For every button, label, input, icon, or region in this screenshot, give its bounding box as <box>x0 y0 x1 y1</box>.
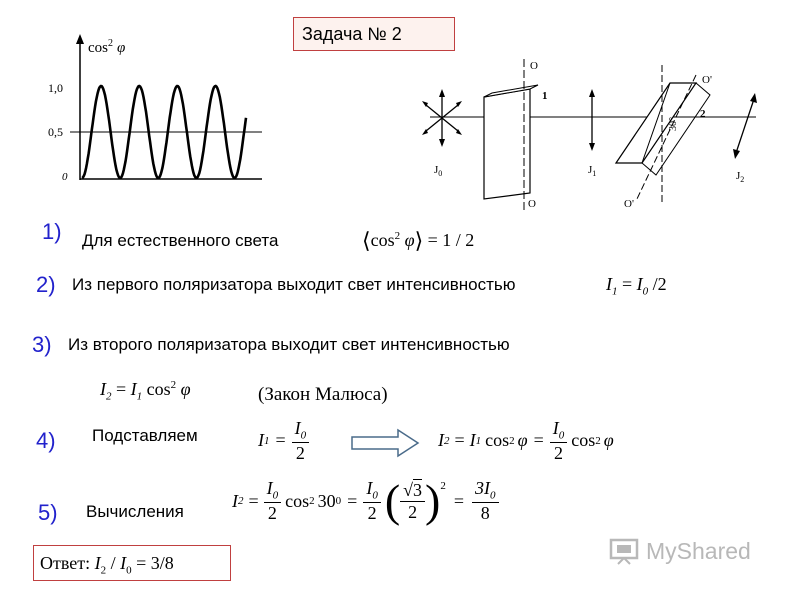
step-1-text: Для естественного света <box>82 231 279 250</box>
label-j1: $J_1$ <box>588 164 597 178</box>
step-4-formula-b: I 2 = I 1 cos 2 φ = $\frac{I_0}{2}$ cos 2 φ <box>438 418 614 463</box>
presentation-board-icon <box>608 537 642 565</box>
malus-law-label: (Закон Малюса) <box>258 384 388 405</box>
natural-light-icon <box>422 89 462 147</box>
label-j0: $J_0$ <box>434 164 443 178</box>
y-axis-arrow-icon <box>76 34 84 44</box>
task-title: Задача № 2 <box>293 17 455 51</box>
step-4-formula-a: I 1 = $\frac{I_0}{2}$ <box>258 418 309 464</box>
step-1-formula: $⟨\cos^2$ φ⟩ = 1 / 2 <box>362 228 475 253</box>
tick-label-1: 1,0 <box>48 81 63 95</box>
axis-o-top: O <box>530 60 538 72</box>
plate-1-label: 1 <box>542 90 548 102</box>
graph-ylabel: $\cos^2 \varphi$ <box>88 38 126 56</box>
label-j2: $J_2$ <box>736 170 745 184</box>
tick-label-0: 0 <box>62 171 68 183</box>
answer-label: Ответ: <box>40 553 91 573</box>
tick-label-05: 0,5 <box>48 125 63 139</box>
polarized-light-j2-icon <box>733 93 757 159</box>
cos-squared-graph <box>40 30 280 190</box>
axis-o-bottom: O <box>528 198 536 210</box>
step-3-text: Из второго поляризатора выходит свет интенсивностью <box>68 335 510 354</box>
arrow-right-icon <box>350 428 420 458</box>
step-3-number: 3) <box>32 332 52 357</box>
answer-box: Ответ: $I_2 / I_0 = 3/8$ <box>33 545 231 581</box>
polarizer-1-plate <box>484 89 530 199</box>
step-2-text: Из первого поляризатора выходит свет интенсивностью <box>72 275 516 294</box>
angle-label: 30° <box>668 117 679 131</box>
polarizer-diagram <box>420 55 780 215</box>
step-1-number: 1) <box>42 219 62 244</box>
axis-o-prime-bottom: O' <box>624 198 634 210</box>
plate-2-label: 2 <box>700 108 706 120</box>
axis-o-prime-top: O' <box>702 74 712 86</box>
polarized-light-j1-icon <box>589 89 595 151</box>
step-4-number: 4) <box>36 428 56 453</box>
step-5-text: Вычисления <box>86 502 184 521</box>
step-2-number: 2) <box>36 272 56 297</box>
step-4-text: Подставляем <box>92 426 198 445</box>
step-5-formula: I 2 = $\frac{I_0}{2}$ cos 2 30 0 = $\frac{I_0}{2}$ ( √3 2 ) $^2$ = $\frac{3I_0}{8}$ <box>232 478 499 524</box>
step-3-formula: $I_2 = I_1$ $\cos^2 \varphi$ <box>100 379 191 403</box>
watermark: MyShared <box>608 537 751 565</box>
step-5-number: 5) <box>38 500 58 525</box>
step-2-formula: $I_1 = I_0$ /2 <box>606 274 667 298</box>
